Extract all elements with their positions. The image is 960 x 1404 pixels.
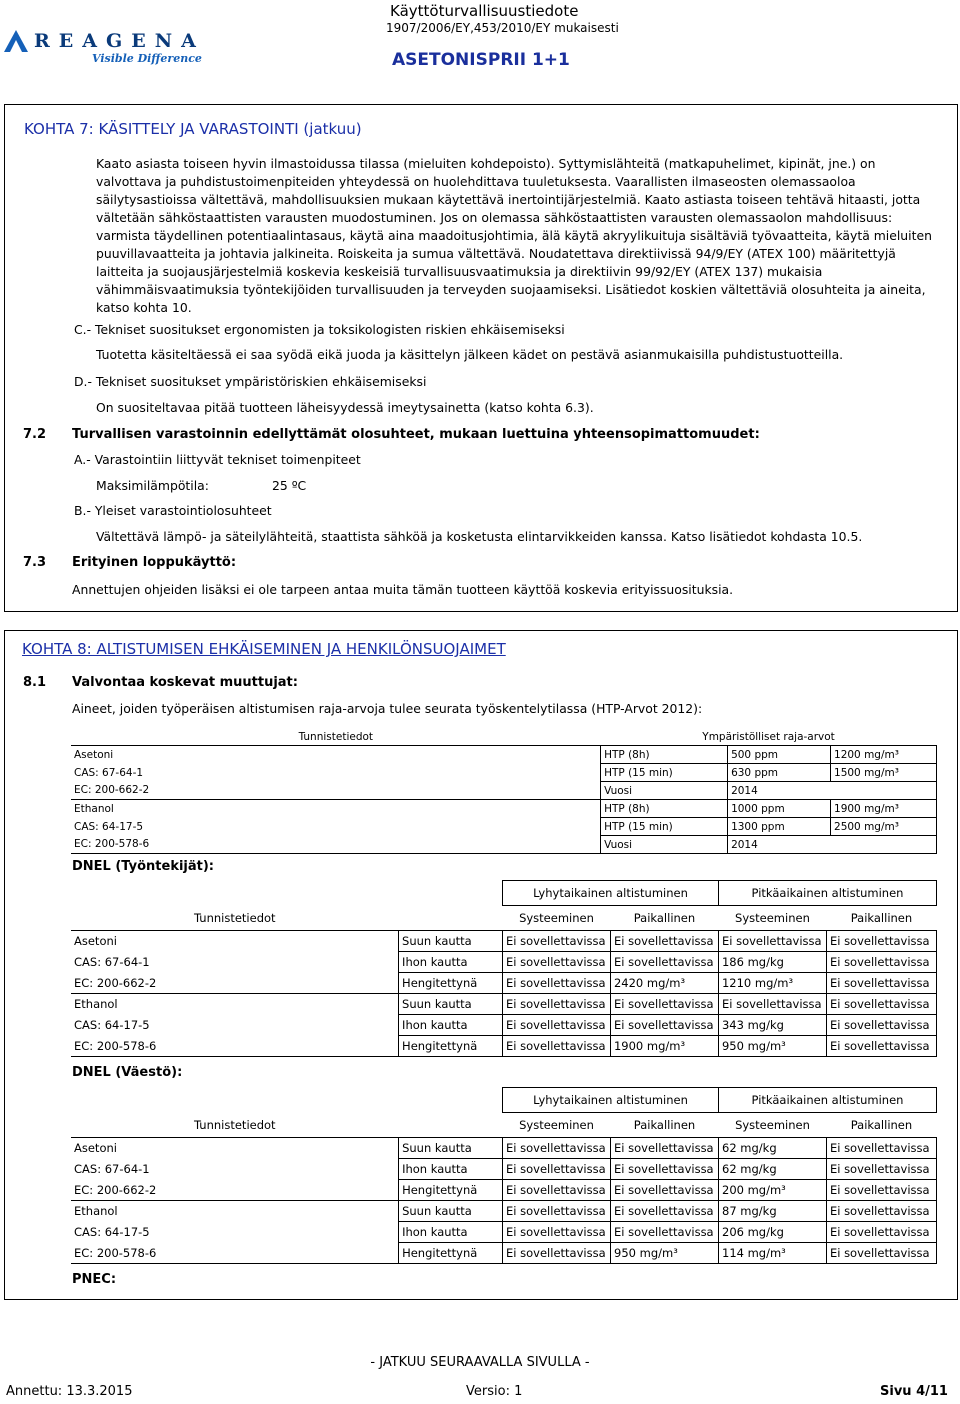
version: Versio: 1: [466, 1384, 523, 1399]
heading-d: D.- Tekniset suositukset ympäristöriskien ehkäisemiseksi: [74, 374, 427, 389]
table-row: Ethanol Suun kautta Ei sovellettavissa Ei sovellettavissa Ei sovellettavissa Ei sovellettavissa: [71, 994, 937, 1015]
pnec-title: PNEC:: [72, 1272, 117, 1287]
section-7-2-title: Turvallisen varastoinnin edellyttämät olosuhteet, mukaan luettuina yhteensopimattomuudet:: [72, 427, 760, 442]
heading-b: B.- Yleiset varastointiolosuhteet: [74, 503, 272, 518]
section-7-3-number: 7.3: [23, 555, 47, 570]
text-c: Tuotetta käsiteltäessä ei saa syödä eikä juoda ja käsittelyn jälkeen kädet on pestävä asianmukaisilla puhdistustuotteilla.: [96, 347, 844, 362]
table-row: CAS: 67-64-1 Ihon kautta Ei sovellettavissa Ei sovellettavissa 186 mg/kg Ei sovellettavissa: [71, 952, 937, 973]
text-d: On suositeltavaa pitää tuotteen läheisyydessä imeytysainetta (katso kohta 6.3).: [96, 400, 594, 415]
dnel-workers-long-term: Pitkäaikainen altistuminen: [718, 881, 936, 906]
dnel-population-title: DNEL (Väestö):: [72, 1065, 183, 1080]
table-row: Ethanol Suun kautta Ei sovellettavissa Ei sovellettavissa 87 mg/kg Ei sovellettavissa: [71, 1201, 937, 1222]
logo-tagline: Visible Difference: [92, 52, 202, 65]
section-7-title: KOHTA 7: KÄSITTELY JA VARASTOINTI (jatkuu): [24, 120, 362, 138]
issued-date: Annettu: 13.3.2015: [6, 1384, 133, 1399]
section-8-1-number: 8.1: [23, 675, 47, 690]
dnel-population-col-ident: Tunnistetiedot: [71, 1113, 399, 1138]
dnel-workers-col-ident: Tunnistetiedot: [71, 906, 399, 931]
heading-a: A.- Varastointiin liittyvät tekniset toimenpiteet: [74, 452, 361, 467]
page-number: Sivu 4/11: [880, 1384, 948, 1399]
section-8-title: KOHTA 8: ALTISTUMISEN EHKÄISEMINEN JA HENKILÖNSUOJAIMET: [22, 640, 506, 658]
dnel-workers-title: DNEL (Työntekijät):: [72, 859, 215, 874]
max-temp-value: 25 ºC: [272, 478, 307, 493]
table-row: Asetoni Suun kautta Ei sovellettavissa Ei sovellettavissa 62 mg/kg Ei sovellettavissa: [71, 1138, 937, 1159]
table-row: EC: 200-662-2 Vuosi 2014: [71, 782, 937, 800]
dnel-workers-table: Lyhytaikainen altistuminen Pitkäaikainen altistuminen Tunnistetiedot Systeeminen Paikallinen Systeeminen Paikallinen Asetoni Suun kautta Ei sovellettavissa Ei sovellettavissa Ei sovellettavissa Ei sovellettavissa CAS: 67-64-1 Ihon kautta Ei sovellettavissa Ei sovellettavissa 186 mg/kg Ei sovellettavissa EC: 200-662-2 Hengitettynä Ei sovellettavissa 2420 mg/m³ 1210 mg/m³ Ei sovellettavissa Ethanol Suun kautta Ei sovellettavissa Ei sovellettavissa Ei sovellettavissa Ei sovellettavissa CAS: 64-17-5 Ihon kautta Ei sovellettavissa Ei sovellettavissa 343 mg/kg Ei sovellettavissa EC: 200-578-6 Hengitettynä Ei sovellettavissa 1900 mg/m³ 950 mg/m³ Ei sovellettavissa: [71, 880, 937, 1057]
section-7-3-title: Erityinen loppukäyttö:: [72, 555, 237, 570]
table-row: CAS: 64-17-5 Ihon kautta Ei sovellettavissa Ei sovellettavissa 343 mg/kg Ei sovellettavissa: [71, 1015, 937, 1036]
section-7-paragraph: Kaato asiasta toiseen hyvin ilmastoidussa tilassa (mieluiten kohdepoisto). Syttymislähteitä (matkapuhelimet, kipinät, jne.) on valvottava ja puhdistustoimenpiteiden yhteydessä on huolehdittava tuuletuksesta. Vaarallisten ilmaseosten olemassaoloa säilytysastioissa vältettävä, mahdollisuuksien mukaan käytettävä inertointijärjestelmiä. Kaato astiasta toiseen tehtävä hitaasti, jotta vältetään sähköstaattisten varausten muodostuminen. Jos on olemassa sähköstaattisten varausten olemassaolon mahdollisuus: varmista täydellinen potentiaalintasaus, käytä aina maadoitusjohtimia, älä käytä akryylikuituja sisältäviä työvaatteita, käytä mieluiten puuvillavaatteita ja johtavia jalkineita. Roiskeita ja sumua vältettävä. Noudatettava direktiivissä 94/9/EY (ATEX 100) määritettyjä laitteita ja suojausjärjestelmiä koskevia keskeisiä turvallisuusvaatimuksia ja direktiivin 99/92/EY (ATEX 137) mukaisia vähimmäisvaatimuksia työntekijöiden turvallisuuden ja terveyden suojaamiseksi. Lisätiedot koskien vältettäviä olosuhteita ja aineita, katso kohta 10.: [96, 156, 932, 315]
table-row: CAS: 64-17-5 HTP (15 min) 1300 ppm 2500 mg/m³: [71, 818, 937, 836]
table-row: Asetoni Suun kautta Ei sovellettavissa Ei sovellettavissa Ei sovellettavissa Ei sovellettavissa: [71, 931, 937, 952]
max-temp-label: Maksimilämpötila:: [96, 478, 209, 493]
htp-col-ident: Tunnistetiedot: [71, 728, 601, 746]
htp-col-limits: Ympäristölliset raja-arvot: [601, 728, 937, 746]
table-row: EC: 200-578-6 Hengitettynä Ei sovellettavissa 950 mg/m³ 114 mg/m³ Ei sovellettavissa: [71, 1243, 937, 1264]
reagena-logo-icon: [2, 28, 30, 54]
text-b: Vältettävä lämpö- ja säteilylähteitä, staattista sähköä ja kosketusta elintarvikkeiden kanssa. Katso lisätiedot kohdasta 10.5.: [96, 529, 863, 544]
section-7-3-text: Annettujen ohjeiden lisäksi ei ole tarpeen antaa muita tämän tuotteen käyttöä koskevia erityissuosituksia.: [72, 582, 734, 597]
section-8-1-title: Valvontaa koskevat muuttujat:: [72, 675, 298, 690]
dnel-population-long-term: Pitkäaikainen altistuminen: [719, 1088, 937, 1113]
heading-c: C.- Tekniset suositukset ergonomisten ja toksikologisten riskien ehkäisemiseksi: [74, 322, 565, 337]
table-row: CAS: 67-64-1 HTP (15 min) 630 ppm 1500 mg/m³: [71, 764, 937, 782]
document-title: Käyttöturvallisuustiedote: [390, 2, 579, 20]
table-row: EC: 200-578-6 Hengitettynä Ei sovellettavissa 1900 mg/m³ 950 mg/m³ Ei sovellettavissa: [71, 1036, 937, 1057]
logo-text: REAGENA: [34, 30, 205, 52]
product-name: ASETONISPRII 1+1: [392, 50, 570, 70]
continued-notice: - JATKUU SEURAAVALLA SIVULLA -: [370, 1355, 590, 1370]
dnel-population-table: Lyhytaikainen altistuminen Pitkäaikainen altistuminen Tunnistetiedot Systeeminen Paikallinen Systeeminen Paikallinen Asetoni Suun kautta Ei sovellettavissa Ei sovellettavissa 62 mg/kg Ei sovellettavissa CAS: 67-64-1 Ihon kautta Ei sovellettavissa Ei sovellettavissa 62 mg/kg Ei sovellettavissa EC: 200-662-2 Hengitettynä Ei sovellettavissa Ei sovellettavissa 200 mg/m³ Ei sovellettavissa Ethanol Suun kautta Ei sovellettavissa Ei sovellettavissa 87 mg/kg Ei sovellettavissa CAS: 64-17-5 Ihon kautta Ei sovellettavissa Ei sovellettavissa 206 mg/kg Ei sovellettavissa EC: 200-578-6 Hengitettynä Ei sovellettavissa 950 mg/m³ 114 mg/m³ Ei sovellettavissa: [71, 1087, 937, 1264]
regulation-reference: 1907/2006/EY,453/2010/EY mukaisesti: [386, 21, 619, 35]
table-row: EC: 200-662-2 Hengitettynä Ei sovellettavissa 2420 mg/m³ 1210 mg/m³ Ei sovellettavissa: [71, 973, 937, 994]
table-row: Ethanol HTP (8h) 1000 ppm 1900 mg/m³: [71, 800, 937, 818]
htp-limits-table: [71, 728, 937, 854]
dnel-population-short-term: Lyhytaikainen altistuminen: [503, 1088, 719, 1113]
section-8-1-intro: Aineet, joiden työperäisen altistumisen raja-arvoja tulee seurata työskentelytilassa (HTP-Arvot 2012):: [72, 701, 703, 716]
table-row: Asetoni HTP (8h) 500 ppm 1200 mg/m³: [71, 746, 937, 764]
table-row: CAS: 64-17-5 Ihon kautta Ei sovellettavissa Ei sovellettavissa 206 mg/kg Ei sovellettavissa: [71, 1222, 937, 1243]
section-7-2-number: 7.2: [23, 427, 47, 442]
dnel-workers-short-term: Lyhytaikainen altistuminen: [503, 881, 719, 906]
table-row: EC: 200-578-6 Vuosi 2014: [71, 836, 937, 854]
table-row: CAS: 67-64-1 Ihon kautta Ei sovellettavissa Ei sovellettavissa 62 mg/kg Ei sovellettavissa: [71, 1159, 937, 1180]
table-row: EC: 200-662-2 Hengitettynä Ei sovellettavissa Ei sovellettavissa 200 mg/m³ Ei sovellettavissa: [71, 1180, 937, 1201]
